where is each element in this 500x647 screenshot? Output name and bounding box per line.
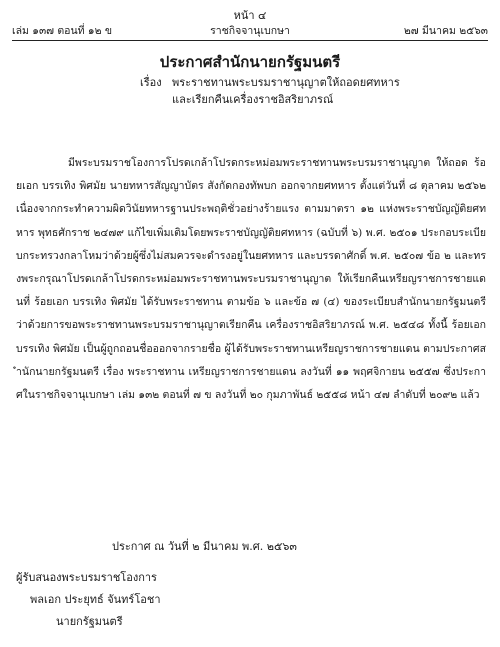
signature-block [16,567,161,633]
subject-label: เรื่อง [140,76,162,89]
issue-date: ๒๗ มีนาคม ๒๕๖๓ [403,25,488,37]
publication-name: ราชกิจจานุเบกษา [210,25,290,37]
document-title: ประกาศสำนักนายกรัฐมนตรี [159,53,341,71]
countersign-line: ผู้รับสนองพระบรมราชโองการ [16,571,157,584]
announcement-date: ประกาศ ณ วันที่ ๒ มีนาคม พ.ศ. ๒๕๖๓ [112,540,297,553]
subject-line-2: และเรียกคืนเครื่องราชอิสริยาภรณ์ [172,93,334,106]
signer-title: นายกรัฐมนตรี [56,615,123,628]
signer-name: พลเอก ประยุทธ์ จันทร์โอชา [30,593,161,606]
volume-issue: เล่ม ๑๓๗ ตอนที่ ๑๒ ข [12,25,113,37]
gazette-header [12,22,488,38]
subject-line-1: พระราชทานพระบรมราชานุญาตให้ถอดยศทหาร [172,76,400,89]
header-divider [12,40,488,41]
page-number: หน้า ๔ [233,9,267,22]
body-paragraph: มีพระบรมราชโองการโปรดเกล้าโปรดกระหม่อมพระราชทานพระบรมราชานุญาต ให้ถอด ร้อยเอก บรรเทิง พิศมัย นายทหารสัญญาบัตร สังกัดกองทัพบก ออกจากยศทหาร ตั้งแต่วันที่ ๘ ตุลาคม ๒๕๖๒ เนื่องจากกระทำความผิดวินัยทหารฐานประพฤติชั่วอย่างร้ายแรง ตามมาตรา ๑๒ แห่งพระราชบัญญัติยศทหาร พุทธศักราช ๒๔๗๙ แก้ไขเพิ่มเติมโดยพระราชบัญญัติยศทหาร (ฉบับที่ ๖) พ.ศ. ๒๕๐๑ ประกอบระเบียบกระทรวงกลาโหมว่าด้วยผู้ซึ่งไม่สมควรจะดำรงอยู่ในยศทหาร และบรรดาศักดิ์ พ.ศ. ๒๕๐๗ ข้อ ๒ และทรงพระกรุณาโปรดเกล้าโปรดกระหม่อมพระราชทานพระบรมราชานุญาต ให้เรียกคืนเหรียญราชการชายแดนที่ ร้อยเอก บรรเทิง พิศมัย ได้รับพระราชทาน ตามข้อ ๖ และข้อ ๗ (๔) ของระเบียบสำนักนายกรัฐมนตรี ว่าด้วยการขอพระราชทานพระบรมราชานุญาตเรียกคืน เครื่องราชอิสริยาภรณ์ พ.ศ. ๒๕๔๘ ทั้งนี้ ร้อยเอก บรรเทิง พิศมัย เป็นผู้ถูกถอนชื่อออกจากรายชื่อ ผู้ได้รับพระราชทานเหรียญราชการชายแดน ตามประกาศสำนักนายกรัฐมนตรี เรื่อง พระราชทาน เหรียญราชการชายแดน ลงวันที่ ๑๑ พฤศจิกายน ๒๕๕๗ ซึ่งประกาศในราชกิจจานุเบกษา เล่ม ๑๓๒ ตอนที่ ๗ ข ลงวันที่ ๒๐ กุมภาพันธ์ ๒๕๕๘ หน้า ๔๗ ลำดับที่ ๒๐๙๒ แล้ว [16,157,486,402]
